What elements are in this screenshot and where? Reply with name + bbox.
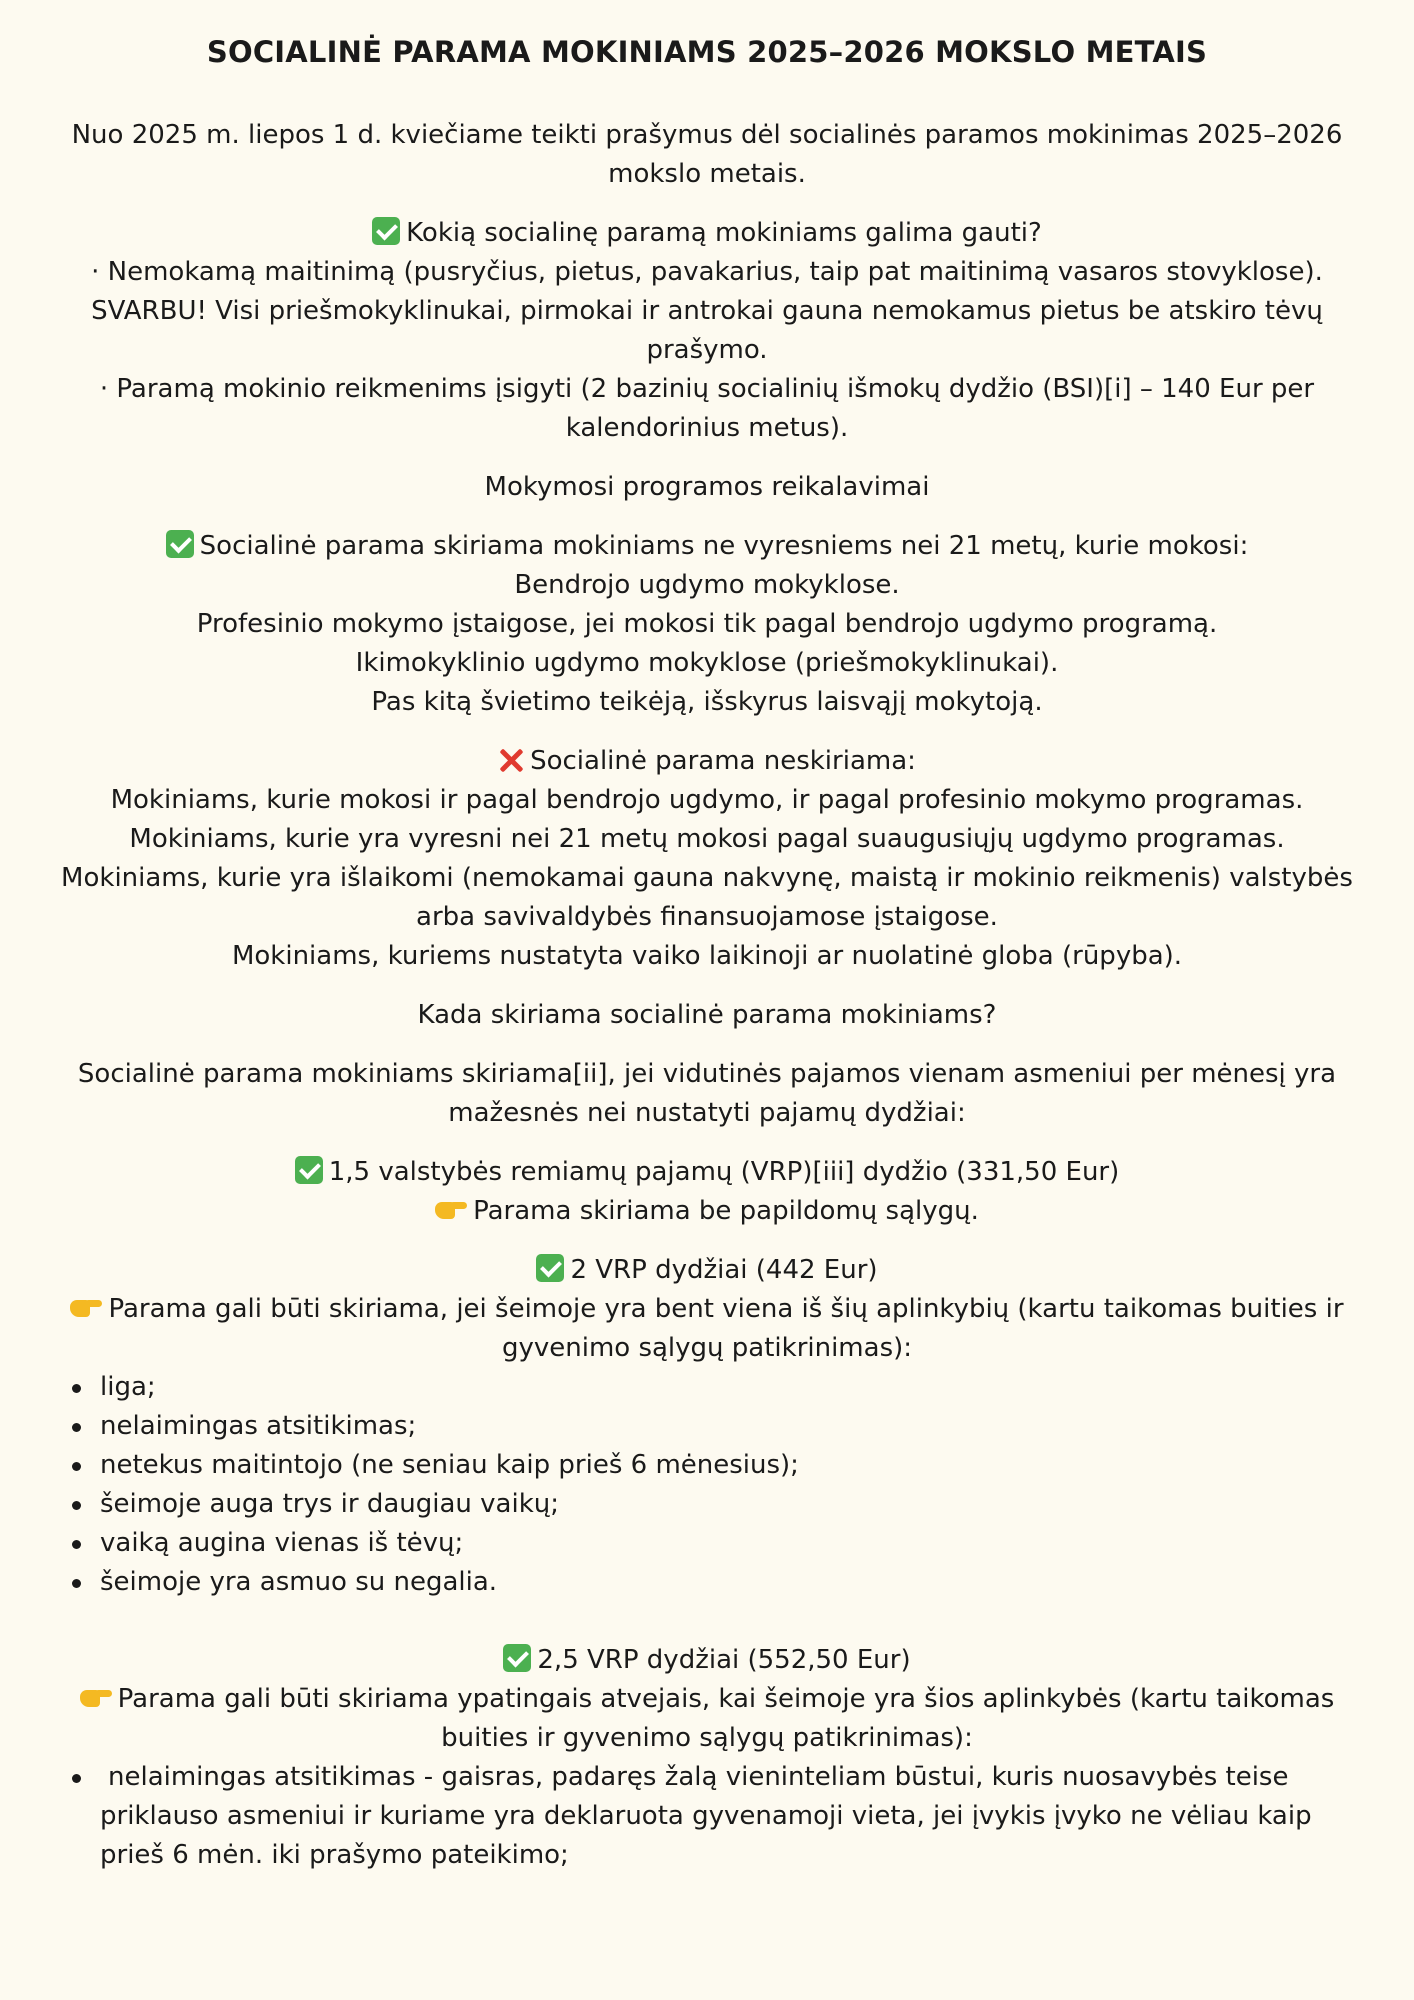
- granted-item: Bendrojo ugdymo mokyklose.: [514, 570, 900, 600]
- tier-2-conditions-list: [56, 1368, 1358, 1602]
- check-mark-icon: [372, 217, 400, 245]
- list-item: liga;: [100, 1368, 1358, 1407]
- not-granted-item: Mokiniams, kuriems nustatyta vaiko laikinoji ar nuolatinė globa (rūpyba).: [231, 941, 1183, 971]
- tier-1-section: [56, 1153, 1358, 1231]
- support-types-line-meals: · Nemokamą maitinimą (pusryčius, pietus, pavakarius, taip pat maitinimą vasaros stovyklose). SVARBU! Visi priešmokyklinukai, pirmokai ir antrokai gauna nemokamus pietus be atskiro tėvų prašymo.: [91, 257, 1323, 365]
- tier-3-note-text: Parama gali būti skiriama ypatingais atvejais, kai šeimoje yra šios aplinkybės (kartu taikomas buities ir gyvenimo sąlygų patikrinimas):: [117, 1684, 1335, 1753]
- tier-2-note: [56, 1290, 1358, 1368]
- granted-item: Ikimokyklinio ugdymo mokyklose (priešmokyklinukai).: [355, 648, 1059, 678]
- pointing-hand-icon: [80, 1686, 112, 1708]
- list-item: šeimoje auga trys ir daugiau vaikų;: [100, 1485, 1358, 1524]
- when-granted-text: Socialinė parama mokiniams skiriama[ii], jei vidutinės pajamos vienam asmeniui per mėnesį yra mažesnės nei nustatyti pajamų dydžiai:: [77, 1059, 1337, 1128]
- granted-item: Profesinio mokymo įstaigose, jei mokosi tik pagal bendrojo ugdymo programą.: [196, 609, 1218, 639]
- tier-1-note: [56, 1192, 1358, 1231]
- tier-1-note-text: Parama skiriama be papildomų sąlygų.: [473, 1196, 979, 1226]
- tier-3-note: [56, 1680, 1358, 1758]
- intro-text: Nuo 2025 m. liepos 1 d. kviečiame teikti prašymus dėl socialinės paramos mokinimas 2025–2026 mokslo metais.: [71, 120, 1343, 189]
- tier-3-heading: [56, 1641, 1358, 1680]
- list-item-text: nelaimingas atsitikimas - gaisras, padaręs žalą vieninteliam būstui, kuris nuosavybės teise priklauso asmeniui ir kuriame yra deklaruota gyvenamoji vieta, jei įvykis įvyko ne vėliau kaip prieš 6 mėn. iki prašymo pateikimo;: [100, 1762, 1312, 1870]
- list-item: netekus maitintojo (ne seniau kaip prieš 6 mėnesius);: [100, 1446, 1358, 1485]
- not-granted-heading: [56, 742, 1358, 781]
- tier-1-heading-text: 1,5 valstybės remiamų pajamų (VRP)[iii] dydžio (331,50 Eur): [328, 1157, 1120, 1187]
- cross-mark-icon: [498, 747, 524, 773]
- check-mark-icon: [536, 1254, 564, 1282]
- not-granted-item: Mokiniams, kurie yra išlaikomi (nemokamai gauna nakvynę, maistą ir mokinio reikmenis) valstybės arba savivaldybės finansuojamose įstaigose.: [61, 863, 1353, 932]
- not-granted-section: [56, 742, 1358, 976]
- check-mark-icon: [166, 530, 194, 558]
- support-types-section: [56, 214, 1358, 448]
- tier-3-conditions-list: [56, 1758, 1358, 1875]
- program-requirements-heading: Mokymosi programos reikalavimai: [484, 472, 930, 502]
- support-types-heading-text: Kokią socialinę paramą mokiniams galima gauti?: [406, 218, 1042, 248]
- granted-item: Pas kitą švietimo teikėją, išskyrus laisvąjį mokytoją.: [371, 687, 1043, 717]
- list-item: nelaimingas atsitikimas;: [100, 1407, 1358, 1446]
- tier-2-section: [56, 1251, 1358, 1368]
- list-item: šeimoje yra asmuo su negalia.: [100, 1563, 1358, 1602]
- granted-heading: [56, 527, 1358, 566]
- tier-3-section: [56, 1641, 1358, 1758]
- check-mark-icon: [295, 1156, 323, 1184]
- not-granted-heading-text: Socialinė parama neskiriama:: [530, 746, 916, 776]
- list-item: [100, 1758, 1358, 1875]
- list-item: vaiką augina vienas iš tėvų;: [100, 1524, 1358, 1563]
- not-granted-item: Mokiniams, kurie mokosi ir pagal bendrojo ugdymo, ir pagal profesinio mokymo programas.: [110, 785, 1304, 815]
- tier-2-heading-text: 2 VRP dydžiai (442 Eur): [570, 1255, 878, 1285]
- section-spacer: [56, 1602, 1358, 1641]
- tier-3-heading-text: 2,5 VRP dydžiai (552,50 Eur): [537, 1645, 911, 1675]
- granted-section: [56, 527, 1358, 722]
- intro-paragraph: [56, 116, 1358, 194]
- pointing-hand-icon: [70, 1296, 102, 1318]
- not-granted-item: Mokiniams, kurie yra vyresni nei 21 metų mokosi pagal suaugusiųjų ugdymo programas.: [129, 824, 1285, 854]
- pointing-hand-icon: [435, 1198, 467, 1220]
- tier-1-heading: [56, 1153, 1358, 1192]
- program-requirements-heading-block: [56, 468, 1358, 507]
- page-title: SOCIALINĖ PARAMA MOKINIAMS 2025–2026 MOKSLO METAIS: [206, 35, 1208, 69]
- when-granted-text-block: [56, 1055, 1358, 1133]
- support-types-line-supplies: · Paramą mokinio reikmenims įsigyti (2 bazinių socialinių išmokų dydžio (BSI)[i] – 140 Eur per kalendorinius metus).: [99, 374, 1315, 443]
- granted-heading-text: Socialinė parama skiriama mokiniams ne vyresniems nei 21 metų, kurie mokosi:: [199, 531, 1249, 561]
- when-granted-heading: Kada skiriama socialinė parama mokiniams?: [417, 1000, 997, 1030]
- check-mark-icon: [503, 1644, 531, 1672]
- tier-2-note-text: Parama gali būti skiriama, jei šeimoje yra bent viena iš šių aplinkybių (kartu taikomas buities ir gyvenimo sąlygų patikrinimas):: [108, 1294, 1344, 1363]
- when-granted-heading-block: [56, 996, 1358, 1035]
- support-types-heading: [56, 214, 1358, 253]
- tier-2-heading: [56, 1251, 1358, 1290]
